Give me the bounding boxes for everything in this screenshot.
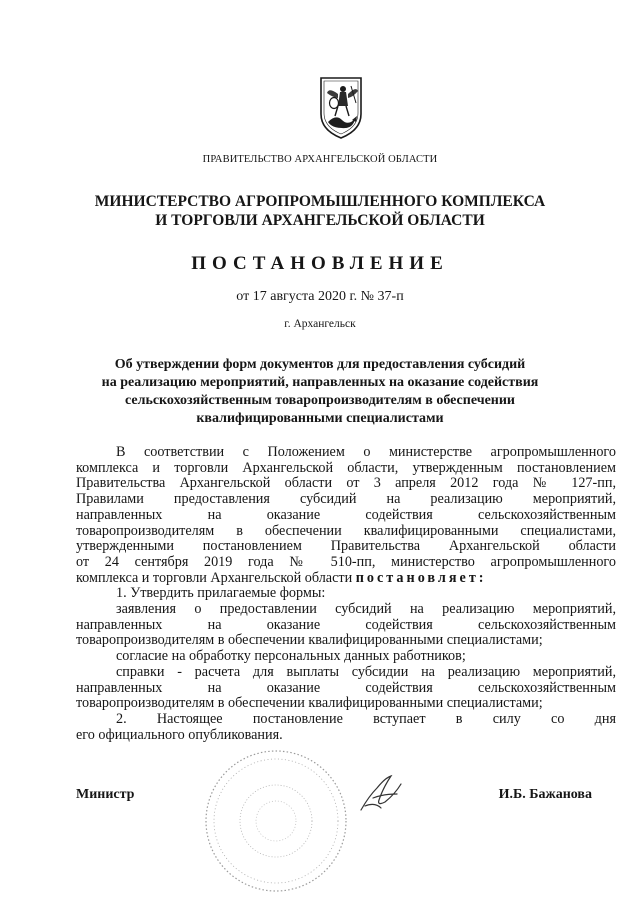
list-item-line: его официального опубликования. (76, 726, 283, 743)
form-item-line: направленных на оказание содействия сельскохозяйственным (76, 679, 616, 696)
body-line: от 24 сентября 2019 года № 510-пп, министерство агропромышленного (76, 553, 616, 570)
body-line: направленных на оказание содействия сельскохозяйственным (76, 506, 616, 523)
body-line: комплекса и торговли Архангельской области, утвержденным постановлением (76, 459, 616, 476)
government-name: ПРАВИТЕЛЬСТВО АРХАНГЕЛЬСКОЙ ОБЛАСТИ (202, 154, 438, 165)
document-body (76, 445, 616, 743)
list-item-heading: 1. Утвердить прилагаемые формы: (116, 585, 326, 602)
official-seal-stamp (196, 746, 356, 896)
list-item-line: 2. Настоящее постановление вступает в силу со дня (116, 710, 616, 727)
document-type-title: ПОСТАНОВЛЕНИЕ (191, 253, 449, 274)
document-city: г. Архангельск (284, 318, 356, 330)
resolves-word: постановляет: (355, 569, 487, 586)
subject-line: сельскохозяйственным товаропроизводителям в обеспечении (124, 393, 516, 408)
body-line: Правительства Архангельской области от 3 апреля 2012 года № 127-пп, (76, 475, 616, 492)
body-line-text: комплекса и торговли Архангельской области (76, 569, 353, 586)
ministry-name-line: И ТОРГОВЛИ АРХАНГЕЛЬСКОЙ ОБЛАСТИ (155, 212, 485, 229)
form-item-line: заявления о предоставлении субсидий на реализацию мероприятий, (116, 601, 616, 618)
ministry-name (0, 192, 640, 230)
body-line (76, 571, 616, 587)
form-item-line: справки - расчета для выплаты субсидии на реализацию мероприятий, (116, 663, 616, 680)
form-item-line: товаропроизводителям в обеспечении квалифицированными специалистами; (76, 632, 543, 649)
form-item-line: согласие на обработку персональных данных работников; (116, 648, 466, 665)
handwritten-signature (355, 772, 407, 816)
body-line: товаропроизводителям в обеспечении квалифицированными специалистами, (76, 522, 616, 539)
ministry-name-line: МИНИСТЕРСТВО АГРОПРОМЫШЛЕННОГО КОМПЛЕКСА (94, 193, 546, 210)
document-subject (0, 356, 640, 428)
subject-line: квалифицированными специалистами (196, 411, 444, 426)
subject-line: Об утверждении форм документов для предоставления субсидий (114, 357, 526, 372)
coat-of-arms-icon (318, 76, 364, 140)
form-item-line: направленных на оказание содействия сельскохозяйственным (76, 616, 616, 633)
form-item-line: товаропроизводителям в обеспечении квалифицированными специалистами; (76, 695, 543, 712)
document-date-number: от 17 августа 2020 г. № 37-п (236, 289, 404, 304)
signatory-name: И.Б. Бажанова (498, 787, 592, 802)
body-line: В соответствии с Положением о министерстве агропромышленного (116, 444, 616, 460)
subject-line: на реализацию мероприятий, направленных на оказание содействия (101, 375, 539, 390)
body-line: Правилами предоставления субсидий на реализацию мероприятий, (76, 491, 616, 508)
signatory-position: Министр (76, 787, 135, 802)
body-line: утвержденными постановлением Правительства Архангельской области (76, 538, 616, 555)
